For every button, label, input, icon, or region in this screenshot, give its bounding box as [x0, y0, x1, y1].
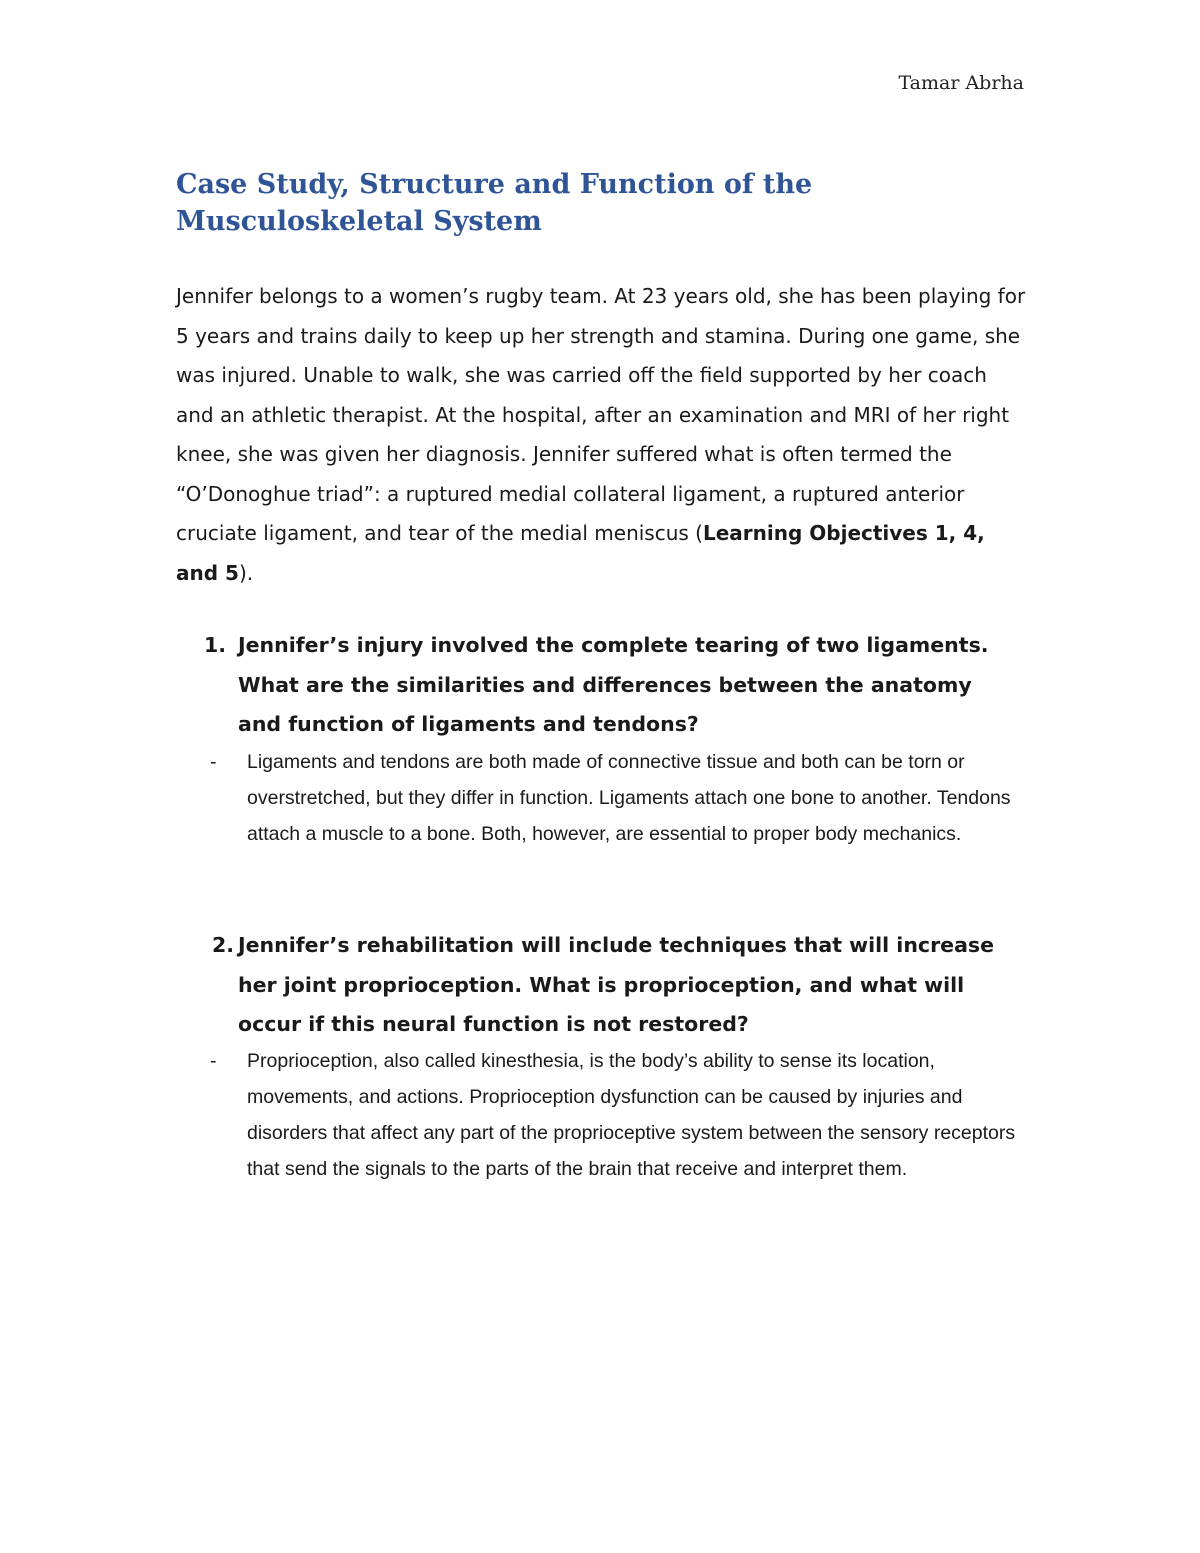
answer-bullet: - — [210, 1050, 217, 1072]
question-number: 2. — [212, 933, 235, 957]
intro-paragraph — [176, 277, 1026, 593]
question-text: Jennifer’s rehabilitation will include techniques that will increase her joint proprioception. What is proprioception, and what will occur if this neural function is not restored? — [238, 933, 995, 1036]
question-text: Jennifer’s injury involved the complete tearing of two ligaments. What are the similarities and differences between the anatomy and function of ligaments and tendons? — [238, 633, 989, 736]
author-name: Tamar Abrha — [898, 72, 1024, 94]
intro-end: ). — [238, 560, 254, 585]
answer-text: Proprioception, also called kinesthesia, is the body’s ability to sense its location, movements, and actions. Proprioception dysfunction can be caused by injuries and disorders that affect any part of the proprioceptive system between the sensory receptors that send the signals to the parts of the brain that receive and interpret them. — [247, 1050, 1016, 1180]
question-number: 1. — [204, 633, 227, 657]
intro-text: Jennifer belongs to a women’s rugby team. At 23 years old, she has been playing for 5 years and trains daily to keep up her strength and stamina. During one game, she was injured. Unable to walk, she was carried off the field supported by her coach and an athletic therapist. At the hospital, after an examination and MRI of her right knee, she was given her diagnosis. Jennifer suffered what is often termed the “O’Donoghue triad”: a ruptured medial collateral ligament, a ruptured anterior cruciate ligament, and tear of the medial meniscus ( — [176, 284, 1026, 545]
learning-objectives: Learning Objectives 1, 4, and 5 — [176, 521, 985, 585]
document-title: Case Study, Structure and Function of the Musculoskeletal System — [176, 169, 813, 237]
answer-bullet: - — [210, 751, 217, 773]
answer-text: Ligaments and tendons are both made of connective tissue and both can be torn or overstretched, but they differ in function. Ligaments attach one bone to another. Tendons attach a muscle to a bone. Both, however, are essential to proper body mechanics. — [247, 751, 1011, 845]
